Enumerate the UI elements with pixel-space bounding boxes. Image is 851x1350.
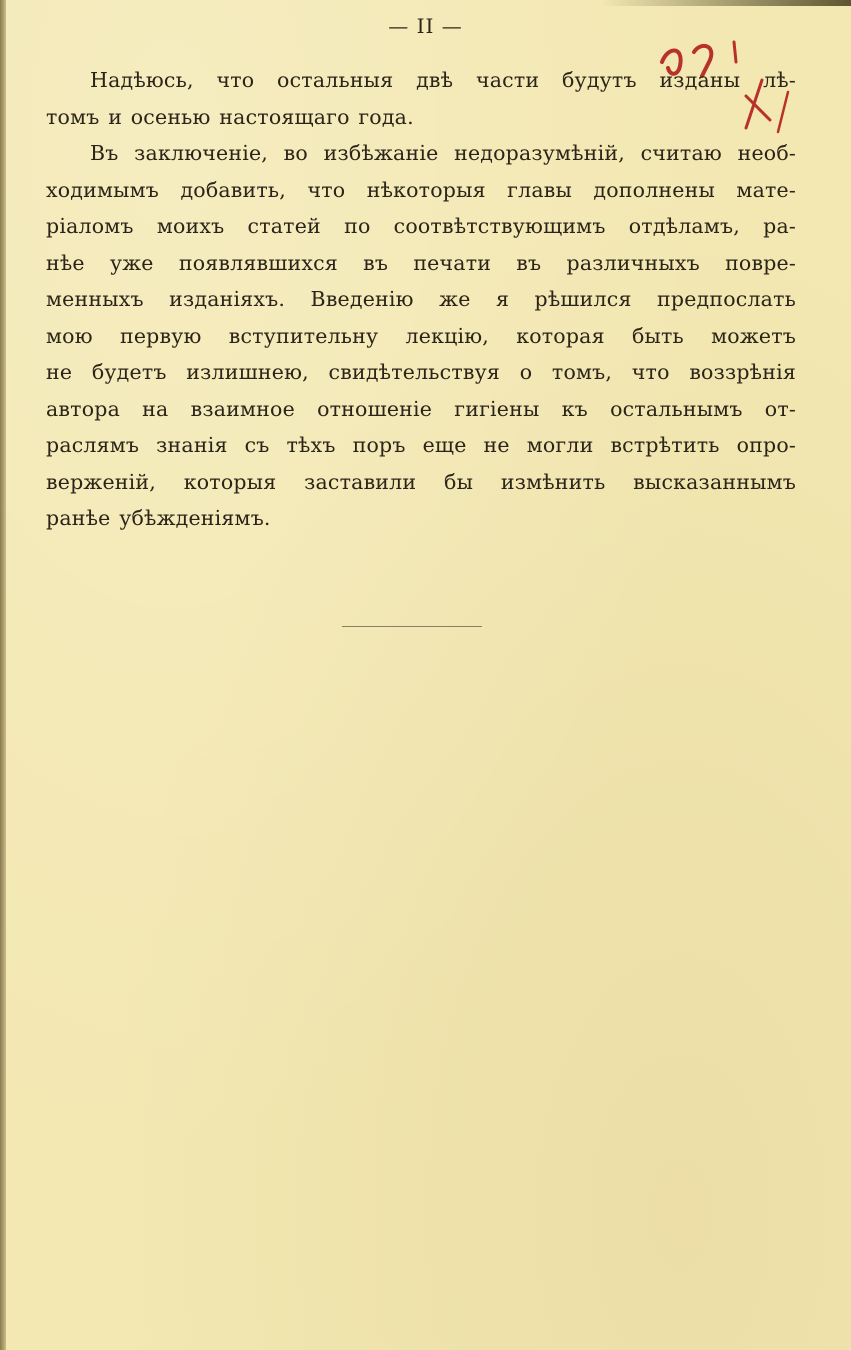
paragraph-1 [46,62,796,135]
text-line: нѣе уже появлявшихся въ печати въ различныхъ повре- [46,250,796,275]
text-line: раслямъ знанія съ тѣхъ поръ еще не могли встрѣтить опро- [46,433,796,457]
text-line: Въ заключеніе, во избѣжаніе недоразумѣній, считаю необ- [90,141,796,165]
text-line: верженій, которыя заставили бы измѣнить высказаннымъ [46,469,796,494]
text-line: ходимымъ добавить, что нѣкоторыя главы дополнены мате- [46,177,796,202]
preface-text [46,62,796,537]
text-line: ріаломъ моихъ статей по соотвѣтствующимъ отдѣламъ, ра- [46,214,796,238]
text-line: менныхъ изданіяхъ. Введенію же я рѣшился предпослать [46,287,796,311]
paragraph-2 [46,135,796,537]
text-line: мою первую вступительну лекцію, которая быть можетъ [46,323,796,348]
text-line: Надѣюсь, что остальныя двѣ части будутъ изданы лѣ- [90,68,796,92]
text-line: томъ и осенью настоящаго года. [46,104,414,129]
text-line: не будетъ излишнею, свидѣтельствуя о томъ, что воззрѣнія [46,360,796,384]
page-edge-shadow [0,0,6,1350]
page-top-edge [600,0,851,6]
section-divider [342,626,482,627]
text-line: автора на взаимное отношеніе гигіены къ остальнымъ от- [46,396,796,421]
text-line: ранѣе убѣжденіямъ. [46,506,271,530]
page-number: — II — [388,14,463,38]
